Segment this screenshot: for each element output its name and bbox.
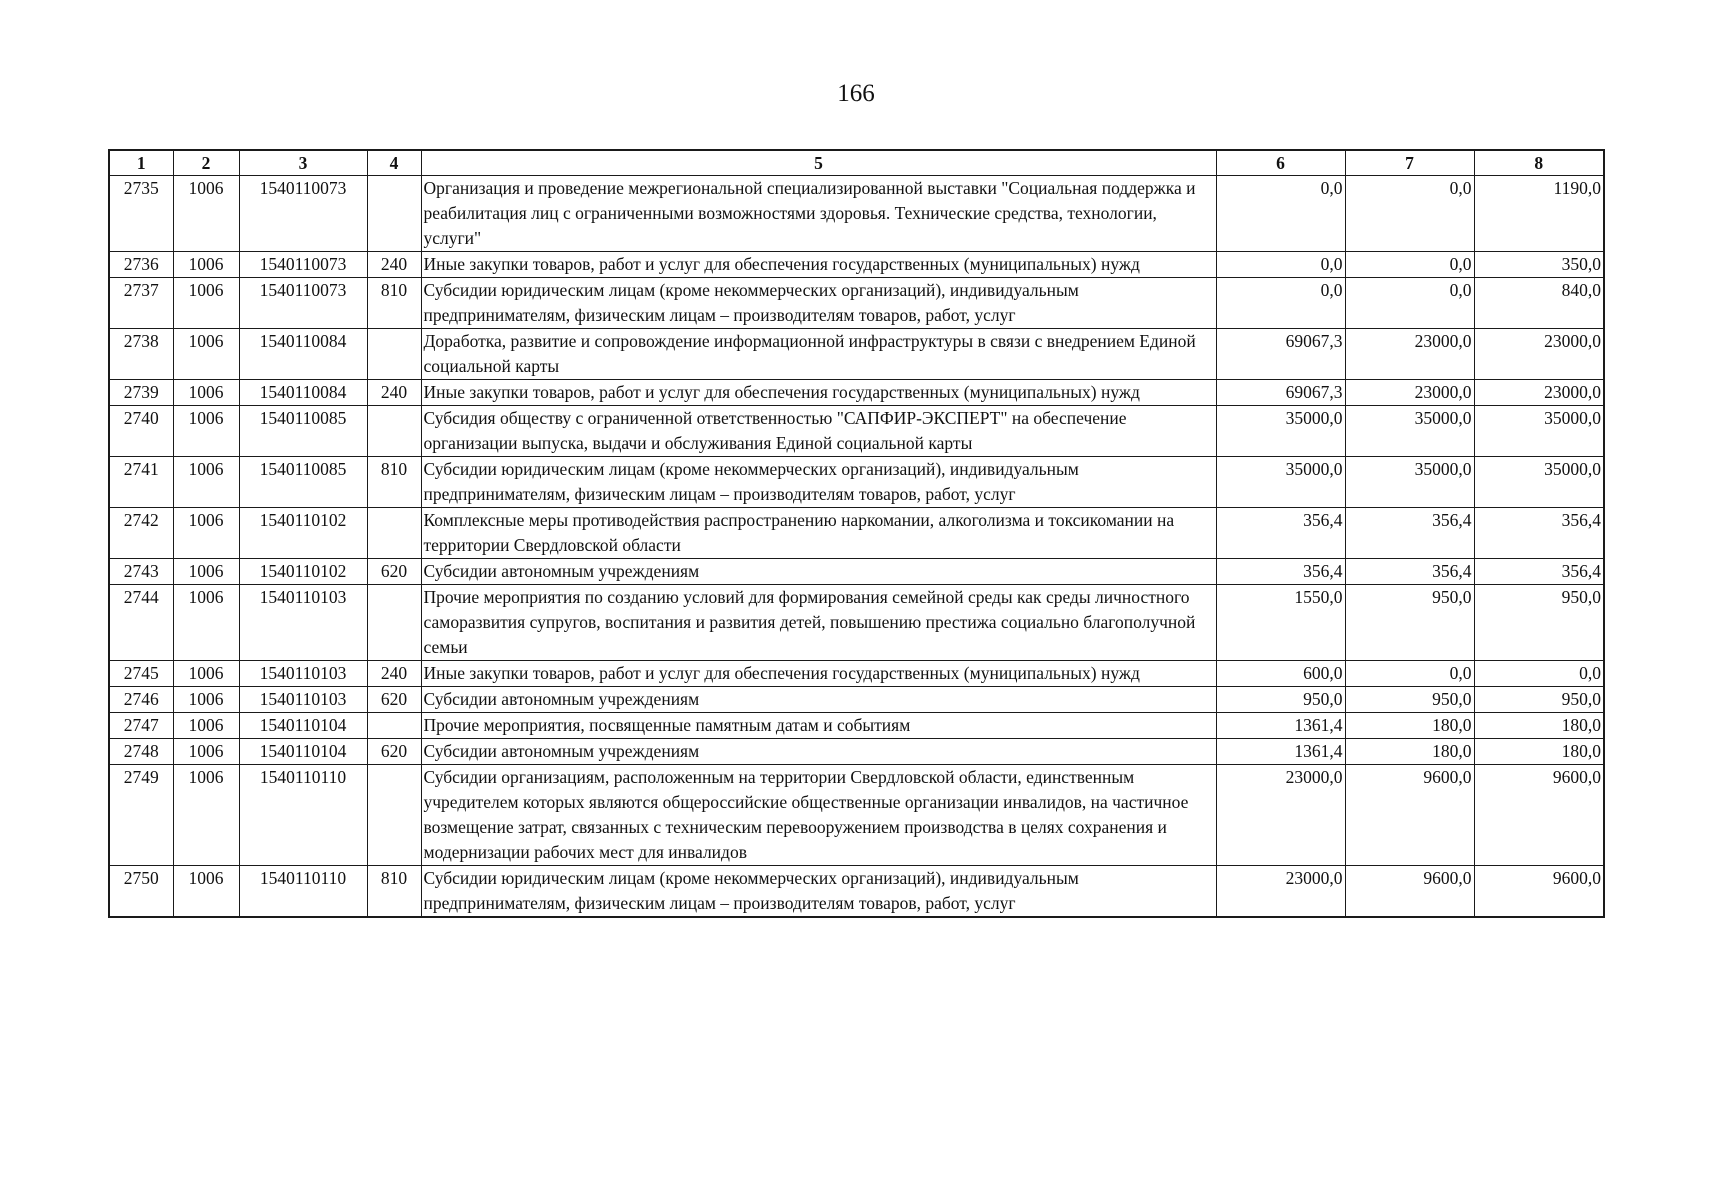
row-number-cell: 2746: [109, 687, 173, 713]
row-number-cell: 2741: [109, 457, 173, 508]
row-number-cell: 2737: [109, 278, 173, 329]
target-code-cell: 1540110085: [239, 457, 367, 508]
expense-type-cell: 620: [367, 687, 421, 713]
table-row: [109, 278, 1604, 329]
expense-type-cell: [367, 713, 421, 739]
section-code-cell: 1006: [173, 687, 239, 713]
amount-cell-7: 35000,0: [1345, 406, 1474, 457]
table-row: [109, 713, 1604, 739]
row-number-cell: 2739: [109, 380, 173, 406]
amount-cell-7: 23000,0: [1345, 329, 1474, 380]
table-row: [109, 508, 1604, 559]
description-cell: Субсидии автономным учреждениям: [421, 687, 1216, 713]
target-code-cell: 1540110073: [239, 278, 367, 329]
table-row: [109, 739, 1604, 765]
target-code-cell: 1540110084: [239, 329, 367, 380]
row-number-cell: 2748: [109, 739, 173, 765]
target-code-cell: 1540110085: [239, 406, 367, 457]
section-code-cell: 1006: [173, 765, 239, 866]
amount-cell-6: 69067,3: [1216, 329, 1345, 380]
amount-cell-8: 1190,0: [1474, 176, 1604, 252]
amount-cell-6: 23000,0: [1216, 866, 1345, 918]
amount-cell-6: 69067,3: [1216, 380, 1345, 406]
amount-cell-6: 1550,0: [1216, 585, 1345, 661]
amount-cell-7: 0,0: [1345, 278, 1474, 329]
table-header-row: [109, 150, 1604, 176]
target-code-cell: 1540110103: [239, 687, 367, 713]
table-body: [109, 176, 1604, 918]
amount-cell-7: 180,0: [1345, 739, 1474, 765]
target-code-cell: 1540110084: [239, 380, 367, 406]
expense-type-cell: 810: [367, 457, 421, 508]
column-header: 7: [1345, 150, 1474, 176]
row-number-cell: 2740: [109, 406, 173, 457]
target-code-cell: 1540110102: [239, 559, 367, 585]
expense-type-cell: 240: [367, 380, 421, 406]
amount-cell-6: 0,0: [1216, 252, 1345, 278]
amount-cell-6: 0,0: [1216, 176, 1345, 252]
section-code-cell: 1006: [173, 252, 239, 278]
column-header: 2: [173, 150, 239, 176]
amount-cell-7: 0,0: [1345, 252, 1474, 278]
description-cell: Субсидии юридическим лицам (кроме некоммерческих организаций), индивидуальным предпринимателям, физическим лицам – производителям товаров, работ, услуг: [421, 278, 1216, 329]
amount-cell-8: 0,0: [1474, 661, 1604, 687]
table-row: [109, 585, 1604, 661]
target-code-cell: 1540110110: [239, 866, 367, 918]
amount-cell-8: 350,0: [1474, 252, 1604, 278]
amount-cell-7: 0,0: [1345, 661, 1474, 687]
description-cell: Иные закупки товаров, работ и услуг для обеспечения государственных (муниципальных) нужд: [421, 252, 1216, 278]
expense-type-cell: [367, 508, 421, 559]
amount-cell-8: 180,0: [1474, 739, 1604, 765]
amount-cell-7: 9600,0: [1345, 765, 1474, 866]
column-header: 5: [421, 150, 1216, 176]
expense-type-cell: 620: [367, 739, 421, 765]
description-cell: Субсидии автономным учреждениям: [421, 559, 1216, 585]
amount-cell-7: 950,0: [1345, 687, 1474, 713]
expense-type-cell: [367, 765, 421, 866]
section-code-cell: 1006: [173, 585, 239, 661]
column-header: 3: [239, 150, 367, 176]
amount-cell-8: 35000,0: [1474, 457, 1604, 508]
target-code-cell: 1540110110: [239, 765, 367, 866]
amount-cell-6: 35000,0: [1216, 457, 1345, 508]
amount-cell-7: 356,4: [1345, 508, 1474, 559]
table-row: [109, 380, 1604, 406]
amount-cell-6: 23000,0: [1216, 765, 1345, 866]
row-number-cell: 2747: [109, 713, 173, 739]
table-row: [109, 559, 1604, 585]
expense-type-cell: [367, 176, 421, 252]
section-code-cell: 1006: [173, 866, 239, 918]
section-code-cell: 1006: [173, 739, 239, 765]
section-code-cell: 1006: [173, 176, 239, 252]
page-number: 166: [837, 80, 875, 107]
description-cell: Иные закупки товаров, работ и услуг для обеспечения государственных (муниципальных) нужд: [421, 380, 1216, 406]
amount-cell-7: 0,0: [1345, 176, 1474, 252]
row-number-cell: 2743: [109, 559, 173, 585]
row-number-cell: 2749: [109, 765, 173, 866]
description-cell: Субсидии юридическим лицам (кроме некоммерческих организаций), индивидуальным предпринимателям, физическим лицам – производителям товаров, работ, услуг: [421, 457, 1216, 508]
amount-cell-8: 23000,0: [1474, 329, 1604, 380]
target-code-cell: 1540110103: [239, 585, 367, 661]
description-cell: Прочие мероприятия, посвященные памятным датам и событиям: [421, 713, 1216, 739]
expense-type-cell: 810: [367, 866, 421, 918]
amount-cell-8: 9600,0: [1474, 866, 1604, 918]
amount-cell-6: 1361,4: [1216, 739, 1345, 765]
section-code-cell: 1006: [173, 278, 239, 329]
row-number-cell: 2736: [109, 252, 173, 278]
target-code-cell: 1540110104: [239, 739, 367, 765]
section-code-cell: 1006: [173, 329, 239, 380]
section-code-cell: 1006: [173, 508, 239, 559]
table-row: [109, 252, 1604, 278]
amount-cell-6: 600,0: [1216, 661, 1345, 687]
row-number-cell: 2745: [109, 661, 173, 687]
amount-cell-8: 356,4: [1474, 508, 1604, 559]
target-code-cell: 1540110103: [239, 661, 367, 687]
description-cell: Иные закупки товаров, работ и услуг для обеспечения государственных (муниципальных) нужд: [421, 661, 1216, 687]
target-code-cell: 1540110104: [239, 713, 367, 739]
expense-type-cell: 620: [367, 559, 421, 585]
description-cell: Субсидия обществу с ограниченной ответственностью "САПФИР-ЭКСПЕРТ" на обеспечение организации выпуска, выдачи и обслуживания Единой социальной карты: [421, 406, 1216, 457]
amount-cell-8: 840,0: [1474, 278, 1604, 329]
amount-cell-8: 950,0: [1474, 585, 1604, 661]
expense-type-cell: [367, 585, 421, 661]
amount-cell-6: 1361,4: [1216, 713, 1345, 739]
amount-cell-6: 0,0: [1216, 278, 1345, 329]
target-code-cell: 1540110073: [239, 252, 367, 278]
amount-cell-8: 35000,0: [1474, 406, 1604, 457]
target-code-cell: 1540110073: [239, 176, 367, 252]
table-row: [109, 329, 1604, 380]
section-code-cell: 1006: [173, 559, 239, 585]
table-row: [109, 661, 1604, 687]
description-cell: Доработка, развитие и сопровождение информационной инфраструктуры в связи с внедрением Единой социальной карты: [421, 329, 1216, 380]
amount-cell-8: 23000,0: [1474, 380, 1604, 406]
row-number-cell: 2750: [109, 866, 173, 918]
row-number-cell: 2738: [109, 329, 173, 380]
expense-type-cell: 810: [367, 278, 421, 329]
amount-cell-8: 356,4: [1474, 559, 1604, 585]
amount-cell-7: 180,0: [1345, 713, 1474, 739]
section-code-cell: 1006: [173, 713, 239, 739]
section-code-cell: 1006: [173, 661, 239, 687]
amount-cell-6: 35000,0: [1216, 406, 1345, 457]
amount-cell-8: 9600,0: [1474, 765, 1604, 866]
amount-cell-7: 9600,0: [1345, 866, 1474, 918]
description-cell: Прочие мероприятия по созданию условий для формирования семейной среды как среды личностного саморазвития супругов, воспитания и развития детей, повышению престижа социально благополучной семьи: [421, 585, 1216, 661]
target-code-cell: 1540110102: [239, 508, 367, 559]
section-code-cell: 1006: [173, 380, 239, 406]
amount-cell-7: 356,4: [1345, 559, 1474, 585]
column-header: 6: [1216, 150, 1345, 176]
table-row: [109, 765, 1604, 866]
column-header: 1: [109, 150, 173, 176]
expense-type-cell: [367, 329, 421, 380]
description-cell: Субсидии организациям, расположенным на территории Свердловской области, единственным учредителем которых являются общероссийские общественные организации инвалидов, на частичное возмещение затрат, связанных с техническим перевооружением производства в целях сохранения и модернизации рабочих мест для инвалидов: [421, 765, 1216, 866]
amount-cell-8: 180,0: [1474, 713, 1604, 739]
table-row: [109, 406, 1604, 457]
amount-cell-6: 356,4: [1216, 559, 1345, 585]
amount-cell-6: 356,4: [1216, 508, 1345, 559]
row-number-cell: 2744: [109, 585, 173, 661]
budget-table: [108, 149, 1605, 918]
description-cell: Организация и проведение межрегиональной специализированной выставки "Социальная поддержка и реабилитация лиц с ограниченными возможностями здоровья. Технические средства, технологии, услуги": [421, 176, 1216, 252]
column-header: 8: [1474, 150, 1604, 176]
row-number-cell: 2735: [109, 176, 173, 252]
amount-cell-7: 950,0: [1345, 585, 1474, 661]
section-code-cell: 1006: [173, 406, 239, 457]
section-code-cell: 1006: [173, 457, 239, 508]
row-number-cell: 2742: [109, 508, 173, 559]
amount-cell-8: 950,0: [1474, 687, 1604, 713]
description-cell: Комплексные меры противодействия распространению наркомании, алкоголизма и токсикомании на территории Свердловской области: [421, 508, 1216, 559]
table-row: [109, 457, 1604, 508]
description-cell: Субсидии юридическим лицам (кроме некоммерческих организаций), индивидуальным предпринимателям, физическим лицам – производителям товаров, работ, услуг: [421, 866, 1216, 918]
table-row: [109, 176, 1604, 252]
table-row: [109, 866, 1604, 918]
description-cell: Субсидии автономным учреждениям: [421, 739, 1216, 765]
expense-type-cell: [367, 406, 421, 457]
expense-type-cell: 240: [367, 252, 421, 278]
expense-type-cell: 240: [367, 661, 421, 687]
amount-cell-6: 950,0: [1216, 687, 1345, 713]
column-header: 4: [367, 150, 421, 176]
table-row: [109, 687, 1604, 713]
amount-cell-7: 23000,0: [1345, 380, 1474, 406]
amount-cell-7: 35000,0: [1345, 457, 1474, 508]
